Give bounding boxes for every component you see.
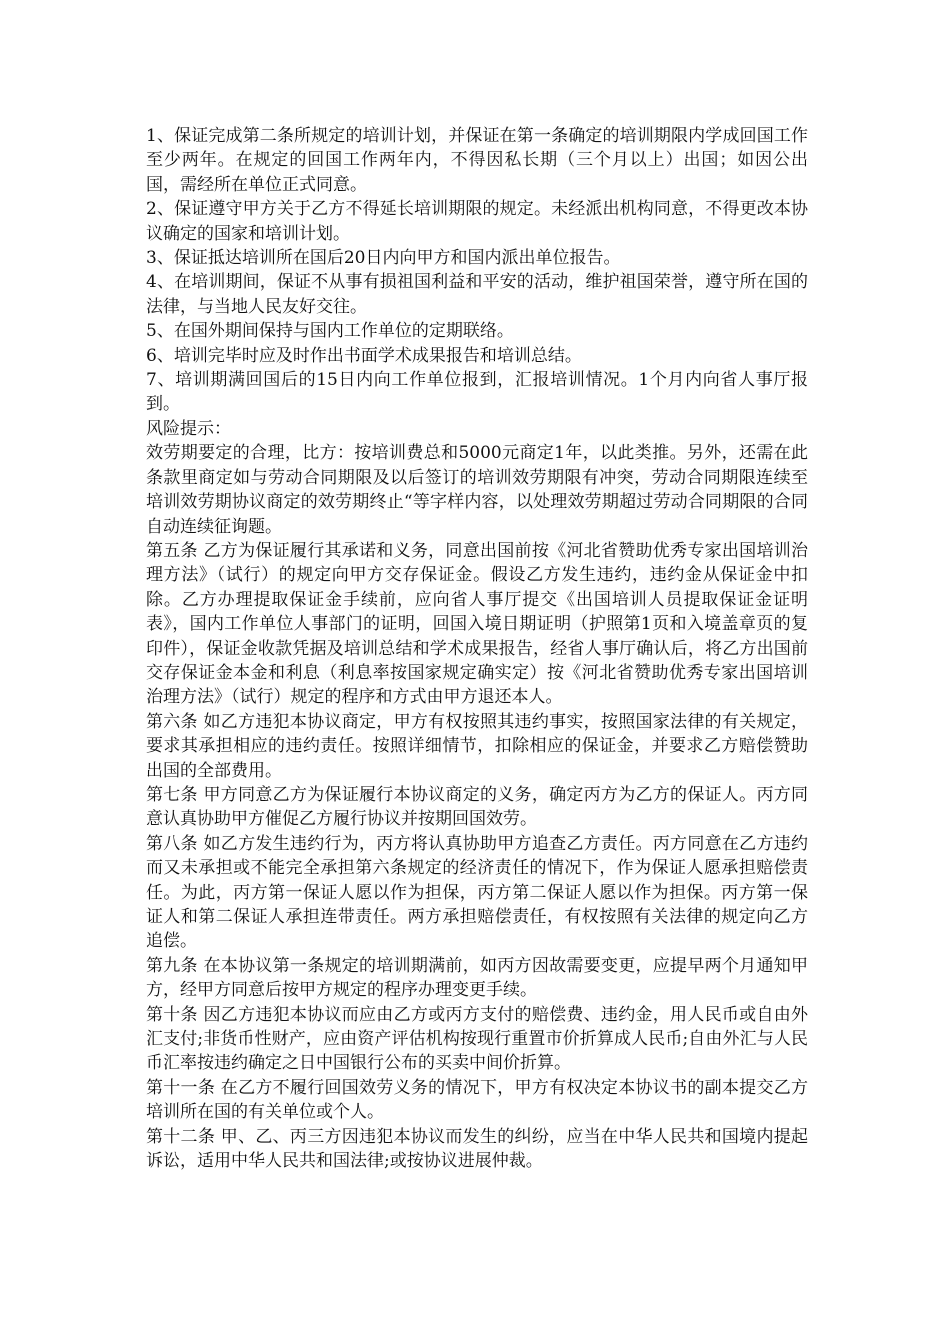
article-12: 第十二条 甲、乙、丙三方因违犯本协议而发生的纠纷，应当在中华人民共和国境内提起诉讼，适用中华人民共和国法律;或按协议进展仲裁。	[146, 1126, 808, 1172]
article-11: 第十一条 在乙方不履行回国效劳义务的情况下，甲方有权决定本协议书的副本提交乙方培训所在国的有关单位或个人。	[146, 1077, 808, 1123]
obligation-item-6: 6、培训完毕时应及时作出书面学术成果报告和培训总结。	[146, 345, 582, 366]
article-10: 第十条 因乙方违犯本协议而应由乙方或丙方支付的赔偿费、违约金，用人民币或自由外汇支付;非货币性财产，应由资产评估机构按现行重置市价折算成人民币;自由外汇与人民币汇率按违约确定之日中国银行公布的买卖中间价折算。	[146, 1004, 808, 1074]
obligation-item-5: 5、在国外期间保持与国内工作单位的定期联络。	[146, 321, 514, 342]
article-8: 第八条 如乙方发生违约行为，丙方将认真协助甲方追查乙方责任。丙方同意在乙方违约而又未承担或不能完全承担第六条规定的经济责任的情况下，作为保证人愿承担赔偿责任。为此，丙方第一保证人愿以作为担保，丙方第二保证人愿以作为担保。丙方第一保证人和第二保证人承担连带责任。两方承担赔偿责任，有权按照有关法律的规定向乙方追偿。	[146, 833, 808, 952]
obligation-item-7: 7、培训期满回国后的15日内向工作单位报到，汇报培训情况。1个月内向省人事厅报到。	[146, 370, 808, 415]
article-5: 第五条 乙方为保证履行其承诺和义务，同意出国前按《河北省赞助优秀专家出国培训治理方法》（试行）的规定向甲方交存保证金。假设乙方发生违约，违约金从保证金中扣除。乙方办理提取保证金手续前，应向省人事厅提交《出国培训人员提取保证金证明表》，国内工作单位人事部门的证明，回国入境日期证明（护照第1页和入境盖章页的复印件），保证金收款凭据及培训总结和学术成果报告，经省人事厅确认后，将乙方出国前交存保证金本金和利息（利息率按国家规定确实定）按《河北省赞助优秀专家出国培训治理方法》（试行）规定的程序和方式由甲方退还本人。	[146, 540, 808, 708]
risk-note-heading: 风险提示：	[146, 418, 231, 439]
obligation-item-2: 2、保证遵守甲方关于乙方不得延长培训期限的规定。未经派出机构同意，不得更改本协议确定的国家和培训计划。	[146, 199, 808, 244]
risk-note-text: 效劳期要定的合理，比方：按培训费总和5000元商定1年，以此类推。另外，还需在此条款里商定如与劳动合同期限及以后签订的培训效劳期限有冲突，劳动合同期限连续至培训效劳期协议商定的效劳期终止“等字样内容，以处理效劳期超过劳动合同期限的合同自动连续征询题。	[146, 443, 808, 537]
article-7: 第七条 甲方同意乙方为保证履行本协议商定的义务，确定丙方为乙方的保证人。丙方同意认真协助甲方催促乙方履行协议并按期回国效劳。	[146, 784, 808, 830]
obligation-item-4: 4、在培训期间，保证不从事有损祖国利益和平安的活动，维护祖国荣誉，遵守所在国的法律，与当地人民友好交往。	[146, 272, 808, 317]
obligation-item-3: 3、保证抵达培训所在国后20日内向甲方和国内派出单位报告。	[146, 248, 621, 269]
obligation-item-1: 1、保证完成第二条所规定的培训计划，并保证在第一条确定的培训期限内学成回国工作至少两年。在规定的回国工作两年内，不得因私长期（三个月以上）出国；如因公出国，需经所在单位正式同意。	[146, 126, 808, 195]
article-9: 第九条 在本协议第一条规定的培训期满前，如丙方因故需要变更，应提早两个月通知甲方，经甲方同意后按甲方规定的程序办理变更手续。	[146, 955, 808, 1001]
document-body	[146, 124, 808, 1173]
article-6: 第六条 如乙方违犯本协议商定，甲方有权按照其违约事实，按照国家法律的有关规定，要求其承担相应的违约责任。按照详细情节，扣除相应的保证金，并要求乙方赔偿赞助出国的全部费用。	[146, 711, 808, 781]
